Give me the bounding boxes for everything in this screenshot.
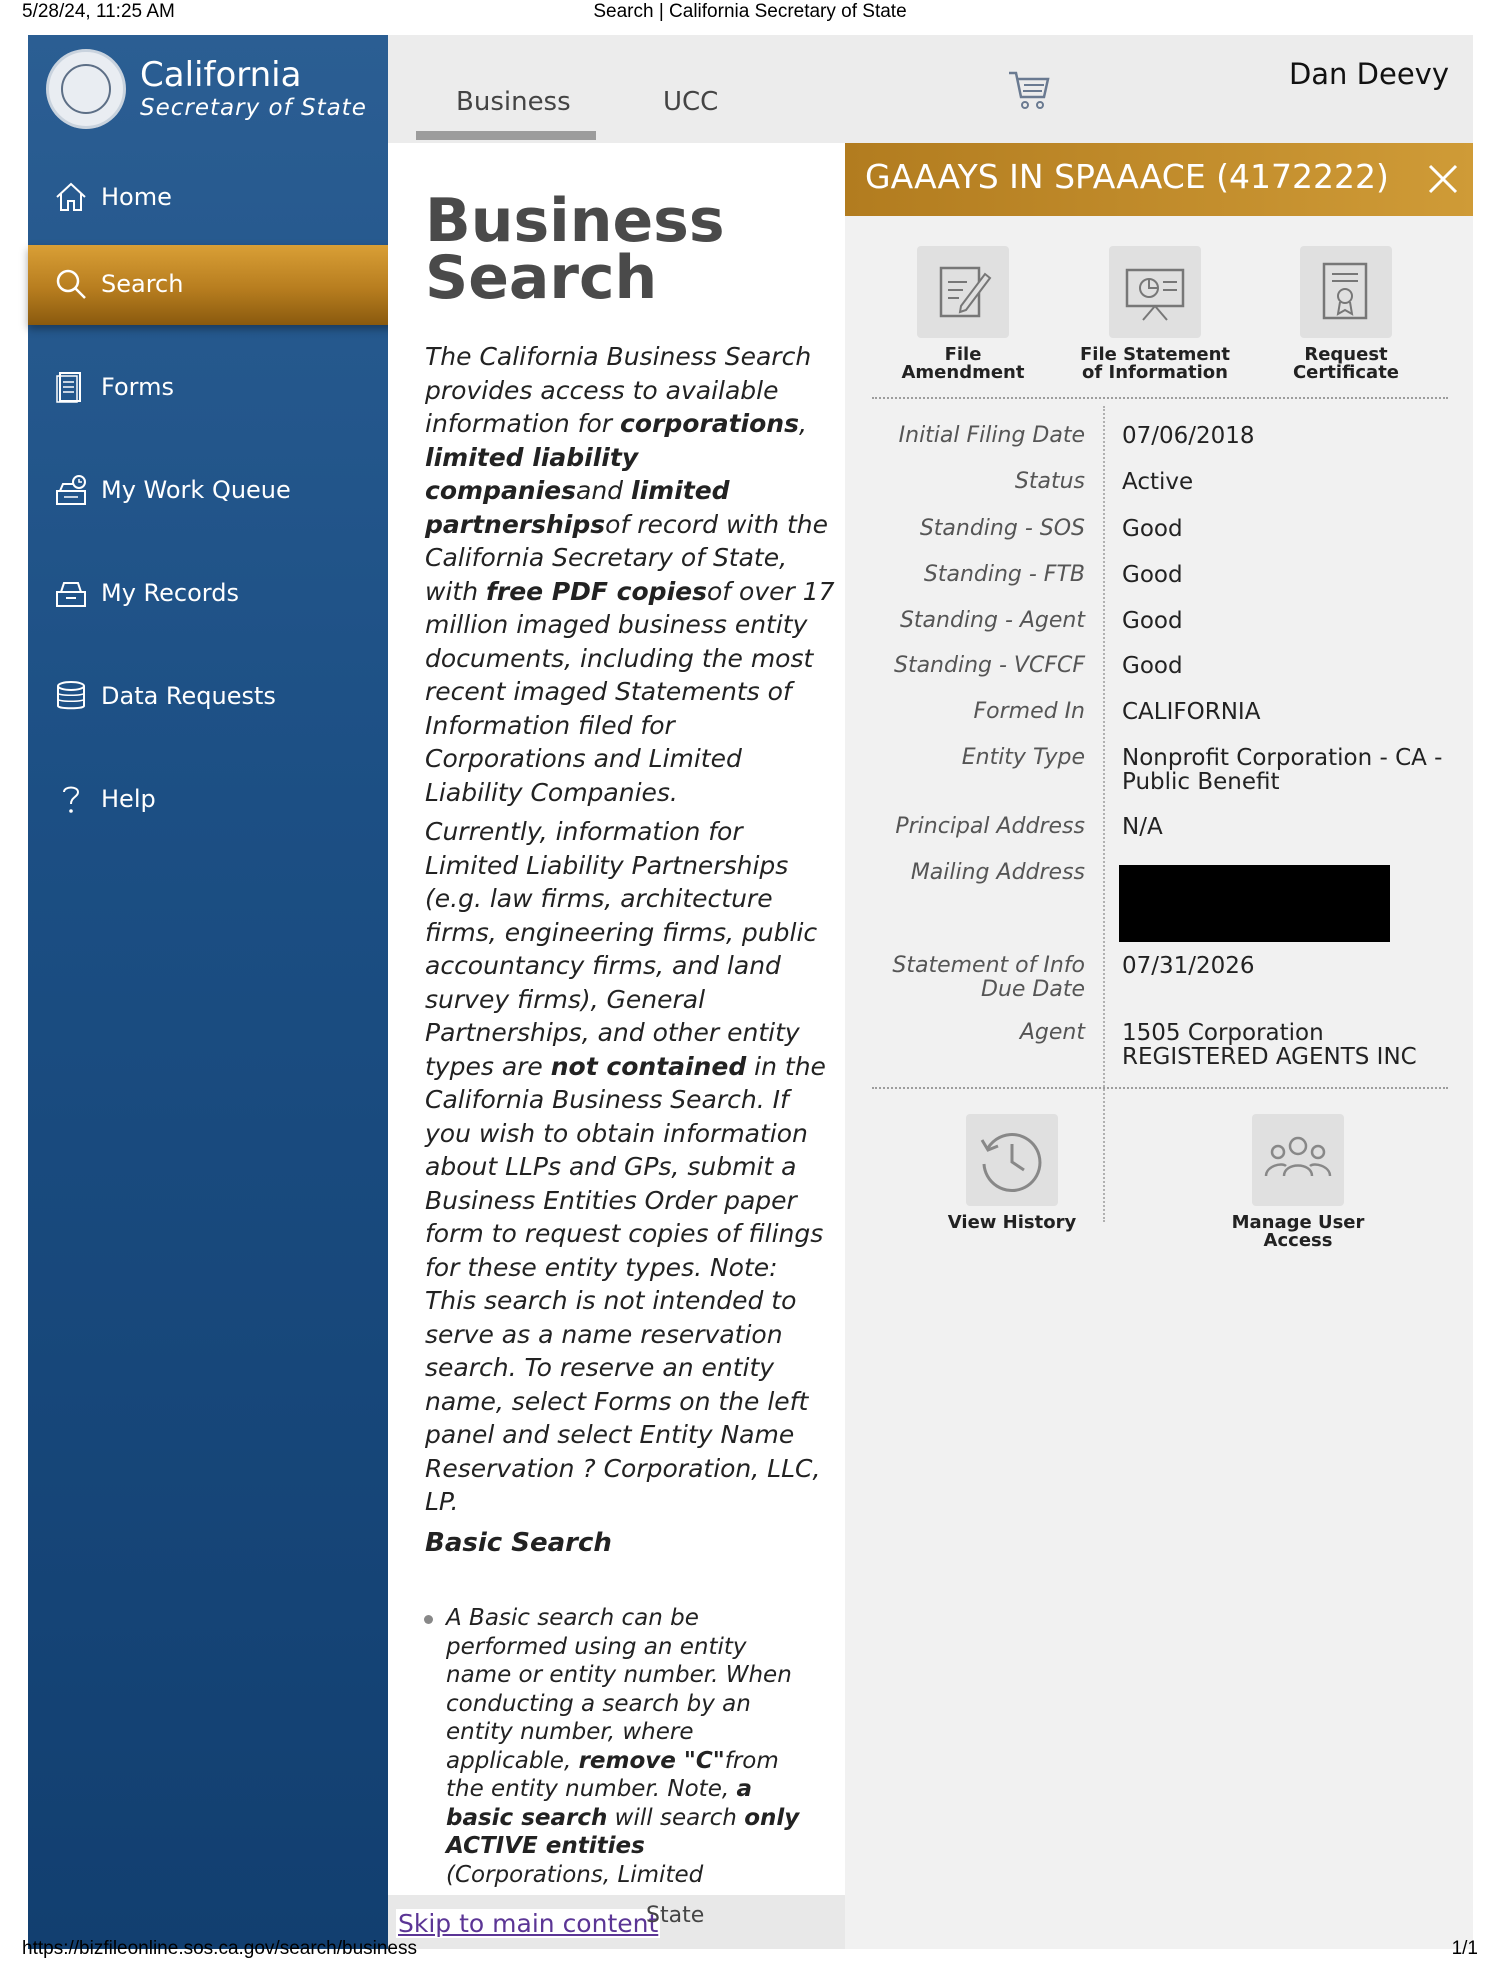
- manage-user-access-button[interactable]: [1188, 1114, 1408, 1250]
- print-header: [0, 0, 1500, 32]
- brand-title[interactable]: California: [140, 55, 302, 95]
- skip-bar: [388, 1895, 845, 1949]
- tab-ucc[interactable]: UCC: [663, 87, 719, 117]
- entity-detail-panel: GAAAYS IN SPAAACE (4172222) File Amendment File Statement of Information Request Certificate Initial Filing Date 07/06/2018 Status Active Standing - SOS Good Standing - FTB Good Standing - Agent Good Standing - VCFCF Good Formed In CALIFORNIA Entity Type Nonprofit Corporation - CA - Public Benefit Principal Address N/A Mailing Address Statement of Info Due Date 07/31/2026 Agent 1505 Corporation REGISTERED AGENTS INC View History Manage User Access: [845, 143, 1473, 1949]
- help-icon: [54, 782, 88, 816]
- user-name[interactable]: Dan Deevy: [1288, 57, 1449, 91]
- top-bar: [388, 35, 1473, 143]
- file-amendment-button[interactable]: [873, 246, 1053, 382]
- brand-subtitle: Secretary of State: [140, 95, 367, 121]
- sidebar-item-data-requests[interactable]: [28, 657, 388, 737]
- print-title: Search | California Secretary of State: [593, 1, 907, 22]
- basic-search-heading: Basic Search: [425, 1528, 612, 1558]
- sidebar-item-label: Search: [101, 270, 184, 298]
- state-seal-logo[interactable]: [46, 49, 126, 129]
- print-date: 5/28/24, 11:25 AM: [22, 1, 175, 22]
- cart-icon[interactable]: [1006, 65, 1054, 113]
- active-tab-indicator: [416, 131, 596, 140]
- page-title: Business Search: [425, 186, 725, 313]
- sidebar-item-my-records[interactable]: [28, 554, 388, 634]
- sidebar-item-help[interactable]: [28, 760, 388, 840]
- tab-business[interactable]: Business: [456, 87, 571, 117]
- action-label: Manage User Access: [1231, 1212, 1365, 1251]
- statement-of-information-icon: [1109, 246, 1201, 338]
- search-icon: [54, 267, 88, 301]
- request-certificate-button[interactable]: [1256, 246, 1436, 382]
- main-content: [388, 143, 845, 1894]
- action-label: View History: [947, 1212, 1077, 1233]
- divider: [1103, 406, 1105, 1222]
- sidebar-item-label: Data Requests: [101, 682, 276, 710]
- history-icon: [966, 1114, 1058, 1206]
- entity-header: [845, 143, 1473, 216]
- divider: [872, 397, 1448, 399]
- print-footer: [0, 1938, 1500, 1967]
- work-queue-icon: [54, 473, 88, 507]
- skip-to-main-link[interactable]: Skip to main content: [398, 1909, 659, 1938]
- action-label: File Amendment: [901, 344, 1025, 383]
- view-history-button[interactable]: [902, 1114, 1122, 1232]
- intro-paragraph: The California Business Search provides access to available information for corporations, limited liability companiesand limited partnershipsof record with the California Secretary of State, with free PDF copiesof over 17 million imaged business entity documents, including the most recent imaged Statements of Information filed for Corporations and Limited Liability Companies.: [425, 342, 835, 807]
- sidebar-item-label: Home: [101, 183, 172, 211]
- forms-icon: [54, 370, 88, 404]
- footer-fragment-text: State: [646, 1903, 705, 1928]
- sidebar-item-my-work-queue[interactable]: [28, 451, 388, 531]
- certificate-icon: [1300, 246, 1392, 338]
- entity-title: GAAAYS IN SPAAACE (4172222): [865, 157, 1389, 196]
- action-label: File Statement of Information: [1079, 344, 1231, 383]
- print-url: https://bizfileonline.sos.ca.gov/search/business: [22, 1938, 417, 1959]
- action-label: Request Certificate: [1292, 344, 1400, 383]
- sidebar-item-home[interactable]: [28, 158, 388, 238]
- file-statement-of-information-button[interactable]: [1065, 246, 1245, 382]
- bullet-dot: [424, 1615, 433, 1624]
- records-icon: [54, 576, 88, 610]
- redacted-mailing-address: [1119, 865, 1390, 942]
- database-icon: [54, 679, 88, 713]
- users-icon: [1252, 1114, 1344, 1206]
- sidebar: [28, 35, 388, 1949]
- file-amendment-icon: [917, 246, 1009, 338]
- divider: [872, 1087, 1448, 1089]
- sidebar-item-forms[interactable]: [28, 348, 388, 428]
- home-icon: [54, 180, 88, 214]
- llp-note-paragraph: Currently, information for Limited Liability Partnerships (e.g. law firms, architecture firms, engineering firms, public accountancy firms, and land survey firms), General Partnerships, and other entity types are not contained in the California Business Search. If you wish to obtain information about LLPs and GPs, submit a Business Entities Order paper form to request copies of filings for these entity types. Note: This search is not intended to serve as a name reservation search. To reserve an entity name, select Forms on the left panel and select Entity Name Reservation ? Corporation, LLC, LP.: [425, 817, 826, 1516]
- sidebar-item-label: My Work Queue: [101, 476, 291, 504]
- list-item: A Basic search can be performed using an entity name or entity number. When conducting a search by an entity number, where applicable, remove "C"from the entity number. Note, a basic search will search only ACTIVE entities (Corporations, Limited: [446, 1604, 801, 1889]
- close-icon[interactable]: [1411, 143, 1473, 216]
- sidebar-item-search[interactable]: [28, 245, 406, 325]
- sidebar-item-label: My Records: [101, 579, 239, 607]
- sidebar-item-label: Help: [101, 785, 156, 813]
- print-page-number: 1/1: [1451, 1938, 1478, 1959]
- sidebar-item-label: Forms: [101, 373, 174, 401]
